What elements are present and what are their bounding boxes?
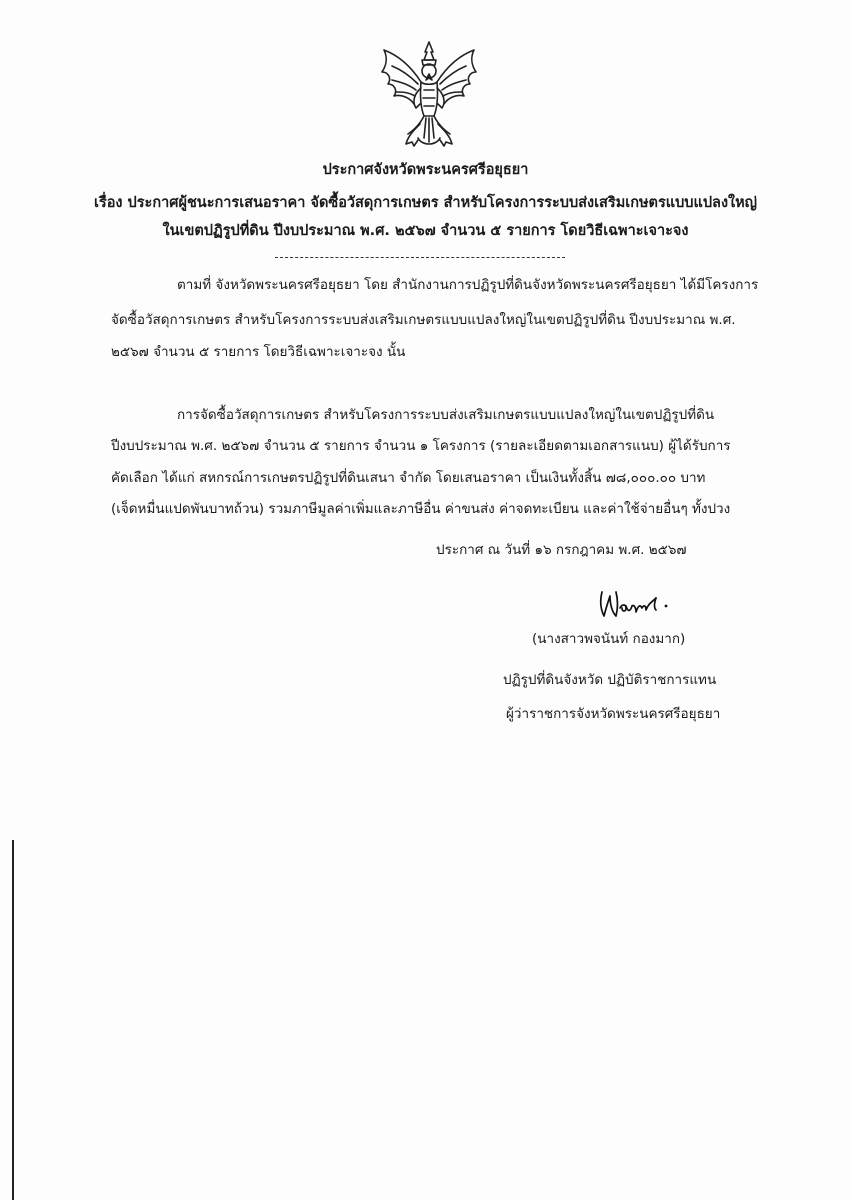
subject-line-2: ในเขตปฏิรูปที่ดิน ปีงบประมาณ พ.ศ. ๒๕๖๗ จำนวน ๕ รายการ โดยวิธีเฉพาะเจาะจง	[162, 223, 689, 239]
paragraph2-line1: การจัดซื้อวัสดุการเกษตร สำหรับโครงการระบบส่งเสริมเกษตรแบบแปลงใหญ่ในเขตปฏิรูปที่ดิน	[177, 407, 715, 423]
signer-position-2: ผู้ว่าราชการจังหวัดพระนครศรีอยุธยา	[506, 706, 721, 722]
paragraph1-line3: ๒๕๖๗ จำนวน ๕ รายการ โดยวิธีเฉพาะเจาะจง นั้น	[111, 344, 406, 360]
paragraph1-line1: ตามที่ จังหวัดพระนครศรีอยุธยา โดย สำนักงานการปฏิรูปที่ดินจังหวัดพระนครศรีอยุธยา ได้มีโครงการ	[177, 277, 759, 293]
paragraph2-line4: (เจ็ดหมื่นแปดพันบาทถ้วน) รวมภาษีมูลค่าเพิ่มและภาษีอื่น ค่าขนส่ง ค่าจดทะเบียน และค่าใช้จ่ายอื่นๆ ทั้งปวง	[111, 501, 731, 517]
paragraph2-line2: ปีงบประมาณ พ.ศ. ๒๕๖๗ จำนวน ๕ รายการ จำนวน ๑ โครงการ (รายละเอียดตามเอกสารแนบ) ผู้ได้รับการ	[111, 438, 731, 454]
paragraph2-line3: คัดเลือก ได้แก่ สหกรณ์การเกษตรปฏิรูปที่ดินเสนา จำกัด โดยเสนอราคา เป็นเงินทั้งสิ้น ๗๘,๐๐๐.๐๐ บาท	[111, 470, 706, 486]
subject-line-1: เรื่อง ประกาศผู้ชนะการเสนอราคา จัดซื้อวัสดุการเกษตร สำหรับโครงการระบบส่งเสริมเกษตรแบบแปลงใหญ่	[93, 195, 758, 211]
signer-name: (นางสาวพจนันท์ กองมาก)	[532, 631, 686, 647]
paragraph1-line2: จัดซื้อวัสดุการเกษตร สำหรับโครงการระบบส่งเสริมเกษตรแบบแปลงใหญ่ในเขตปฏิรูปที่ดิน ปีงบประมาณ พ.ศ.	[111, 312, 736, 328]
announcement-title: ประกาศจังหวัดพระนครศรีอยุธยา	[322, 162, 529, 178]
scan-edge-line	[12, 840, 14, 1200]
signer-position-1: ปฏิรูปที่ดินจังหวัด ปฏิบัติราชการแทน	[503, 672, 717, 688]
handwritten-signature	[596, 586, 686, 622]
announcement-date: ประกาศ ณ วันที่ ๑๖ กรกฎาคม พ.ศ. ๒๕๖๗	[436, 542, 687, 558]
dashed-separator	[275, 257, 565, 258]
garuda-emblem-icon	[374, 38, 484, 150]
